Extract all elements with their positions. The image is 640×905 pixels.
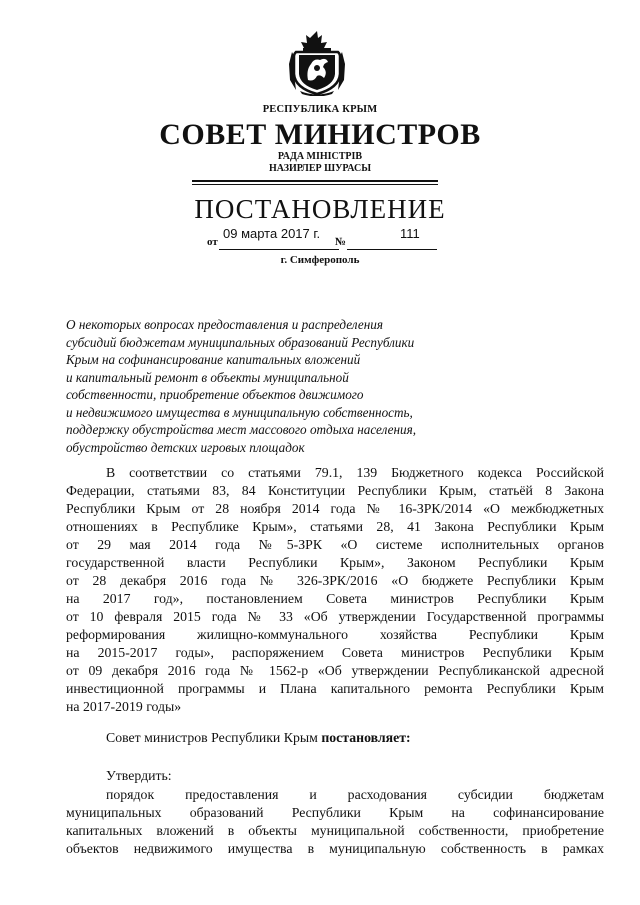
paragraph-line: от 29 мая 2014 года №5-ЗРК «О системе исполнительных органов (66, 537, 604, 552)
paragraph-line: государственной власти Республики Крым», Законом Республики Крым (66, 555, 604, 570)
header-divider-thick (192, 180, 438, 182)
approve-heading: Утвердить: (106, 768, 172, 783)
date-underline (219, 249, 339, 250)
subject-line: поддержку обустройства мест массового отдыха населения, (66, 422, 417, 437)
paragraph-line: порядок предоставления и расходования субсидии бюджетам (106, 787, 604, 802)
resolution-verb: постановляет: (321, 730, 411, 745)
paragraph-line: от 28 декабря 2016 года № 326-ЗРК/2016 «О бюджете Республики Крым (66, 573, 604, 588)
paragraph-line: объектов недвижимого имущества в муниципальную собственность в рамках (66, 841, 604, 856)
subject-line: и недвижимого имущества в муниципальную собственность, (66, 404, 413, 420)
paragraph-line: Федерации, статьями 83, 84 Конституции Республики Крым, статьёй 8 Закона (66, 483, 604, 498)
council-name-crimean-tatar: НАЗИРЛЕР ШУРАСЫ (268, 163, 372, 174)
resolution-text: Совет министров Республики Крым (106, 730, 322, 745)
paragraph-line: на 2015-2017 годы», распоряжением Совета министров Республики Крым (66, 645, 604, 660)
approval-paragraph (66, 786, 604, 858)
preamble-paragraph (66, 464, 604, 716)
paragraph-line: реформирования жилищно-коммунального хозяйства Республики Крым (66, 627, 604, 642)
city: г. Симферополь (280, 254, 360, 266)
crimea-coat-of-arms-icon (286, 30, 348, 96)
republic-name: РЕСПУБЛИКА КРЫМ (262, 104, 378, 115)
decree-date-number-line (207, 226, 447, 250)
decree-subject (66, 316, 496, 456)
subject-line: собственности, приобретение объектов движимого (66, 387, 364, 402)
document-title: ПОСТАНОВЛЕНИЕ (194, 194, 446, 224)
resolution-phrase (106, 730, 411, 746)
council-name: СОВЕТ МИНИСТРОВ (159, 118, 481, 151)
paragraph-line: капитальных вложений в объекты муниципальной собственности, приобретение (66, 823, 604, 838)
paragraph-line: на 2017 год», постановлением Совета министров Республики Крым (66, 591, 604, 606)
paragraph-line: от 09 декабря 2016 года № 1562-р «Об утверждении Республиканской адресной (66, 663, 604, 678)
paragraph-line: отношениях в Республике Крым», статьями 28, 41 Закона Республики Крым (66, 519, 604, 534)
header-divider-thin (192, 184, 438, 185)
paragraph-line: муниципальных образований Республики Крым на софинансирование (66, 805, 604, 820)
subject-line: Крым на софинансирование капитальных вложений (66, 352, 361, 367)
subject-line: обустройство детских игровых площадок (66, 439, 305, 455)
council-name-translations (0, 151, 640, 175)
subject-line: субсидий бюджетам муниципальных образований Республики (66, 334, 415, 350)
paragraph-line: Республики Крым от 28 ноября 2014 года № 16-ЗРК/2014 «О межбюджетных (66, 501, 604, 516)
paragraph-line: инвестиционной программы и Плана капитального ремонта Республики Крым (66, 681, 604, 696)
subject-line: и капитальный ремонт в объекты муниципальной (66, 369, 349, 385)
paragraph-line: от 10 февраля 2015 года № 33 «Об утверждении Государственной программы (66, 609, 604, 624)
number-underline (347, 249, 437, 250)
date-prefix: от (207, 236, 218, 248)
decree-date: 09 марта 2017 г. (223, 226, 321, 241)
decree-number: 111 (400, 226, 420, 241)
paragraph-line: В соответствии со статьями 79.1, 139 Бюджетного кодекса Российской (106, 465, 604, 480)
paragraph-line: на 2017-2019 годы» (66, 699, 182, 714)
subject-line: О некоторых вопросах предоставления и распределения (66, 317, 383, 332)
number-sign: № (335, 236, 347, 248)
council-name-ukrainian: РАДА МІНІСТРІВ (277, 151, 363, 162)
